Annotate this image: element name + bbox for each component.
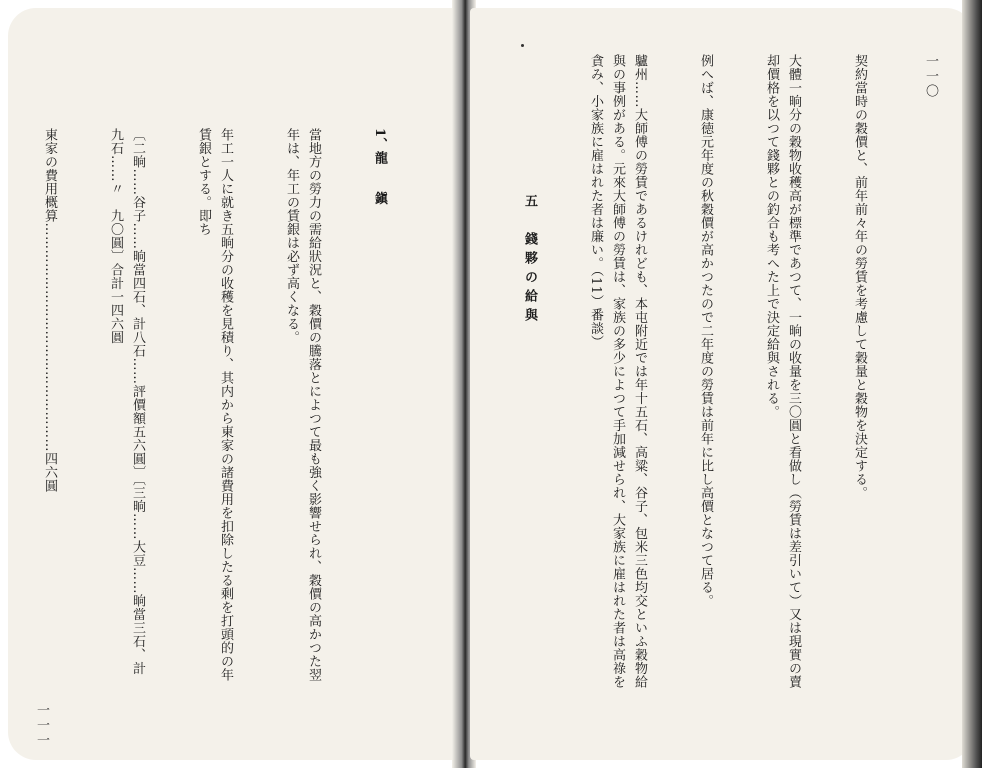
right-page — [470, 8, 974, 760]
item-1-calc: 〔二晌……谷子……晌當四石、計八石……評價額五六圓〕〔三晌……大豆……晌當三石、計九石……〃 九〇圓〕合計一四六圓 — [108, 128, 145, 675]
item-1-cost: 東家の費用概算……………………………………………四六圓 — [42, 128, 57, 493]
paragraph-1: 契約當時の穀價と、前年前々年の勞賃を考慮して穀量と穀物を決定する。 — [852, 54, 867, 500]
paragraph-4: 驢州……大師傅の勞賃であるけれども、本屯附近では年十五石、高粱、谷子、包米三色均交といふ穀物給與の事例がある。元來大師傅の勞賃は、家族の多少によつて手加減せられ、大家族に雇はれた者は高祿を貪み、小家族に雇はれた者は廉い。（11）番談） — [588, 54, 647, 689]
book-edge-shadow — [962, 0, 982, 768]
right-page-number: 一一〇 — [923, 54, 938, 99]
left-page-body — [34, 128, 434, 688]
section-heading: 五 錢夥の給與 — [522, 194, 537, 327]
paragraph-3: 例へば、康徳元年度の秋穀價が高かつたので二年度の勞賃は前年に比し高價となつて居る。 — [698, 54, 713, 608]
paragraph-2: 大體一晌分の穀物收穫高が標準であつて、一晌の收量を三〇圓と看做し（勞賃は差引いて）又は現實の賣却價格を以つて錢夥との釣合も考へた上で決定給與される。 — [764, 54, 801, 689]
speck — [521, 44, 524, 47]
left-page — [8, 8, 456, 760]
item-1-calc-intro: 年工一人に就き五晌分の收穫を見積り、其内から東家の諸費用を扣除したる剩を打頭的の年賃銀とする。即ち — [196, 128, 233, 682]
item-1-label: 1、龍 鎭 — [372, 128, 387, 206]
right-page-body — [474, 54, 914, 694]
left-page-number: 一一一 — [34, 703, 49, 748]
item-1-text: 當地方の勞力の需給狀況と、穀價の騰落とによつて最も強く影響せられ、穀價の高かつた翌年は、年工の賃銀は必ず高くなる。 — [284, 128, 321, 682]
